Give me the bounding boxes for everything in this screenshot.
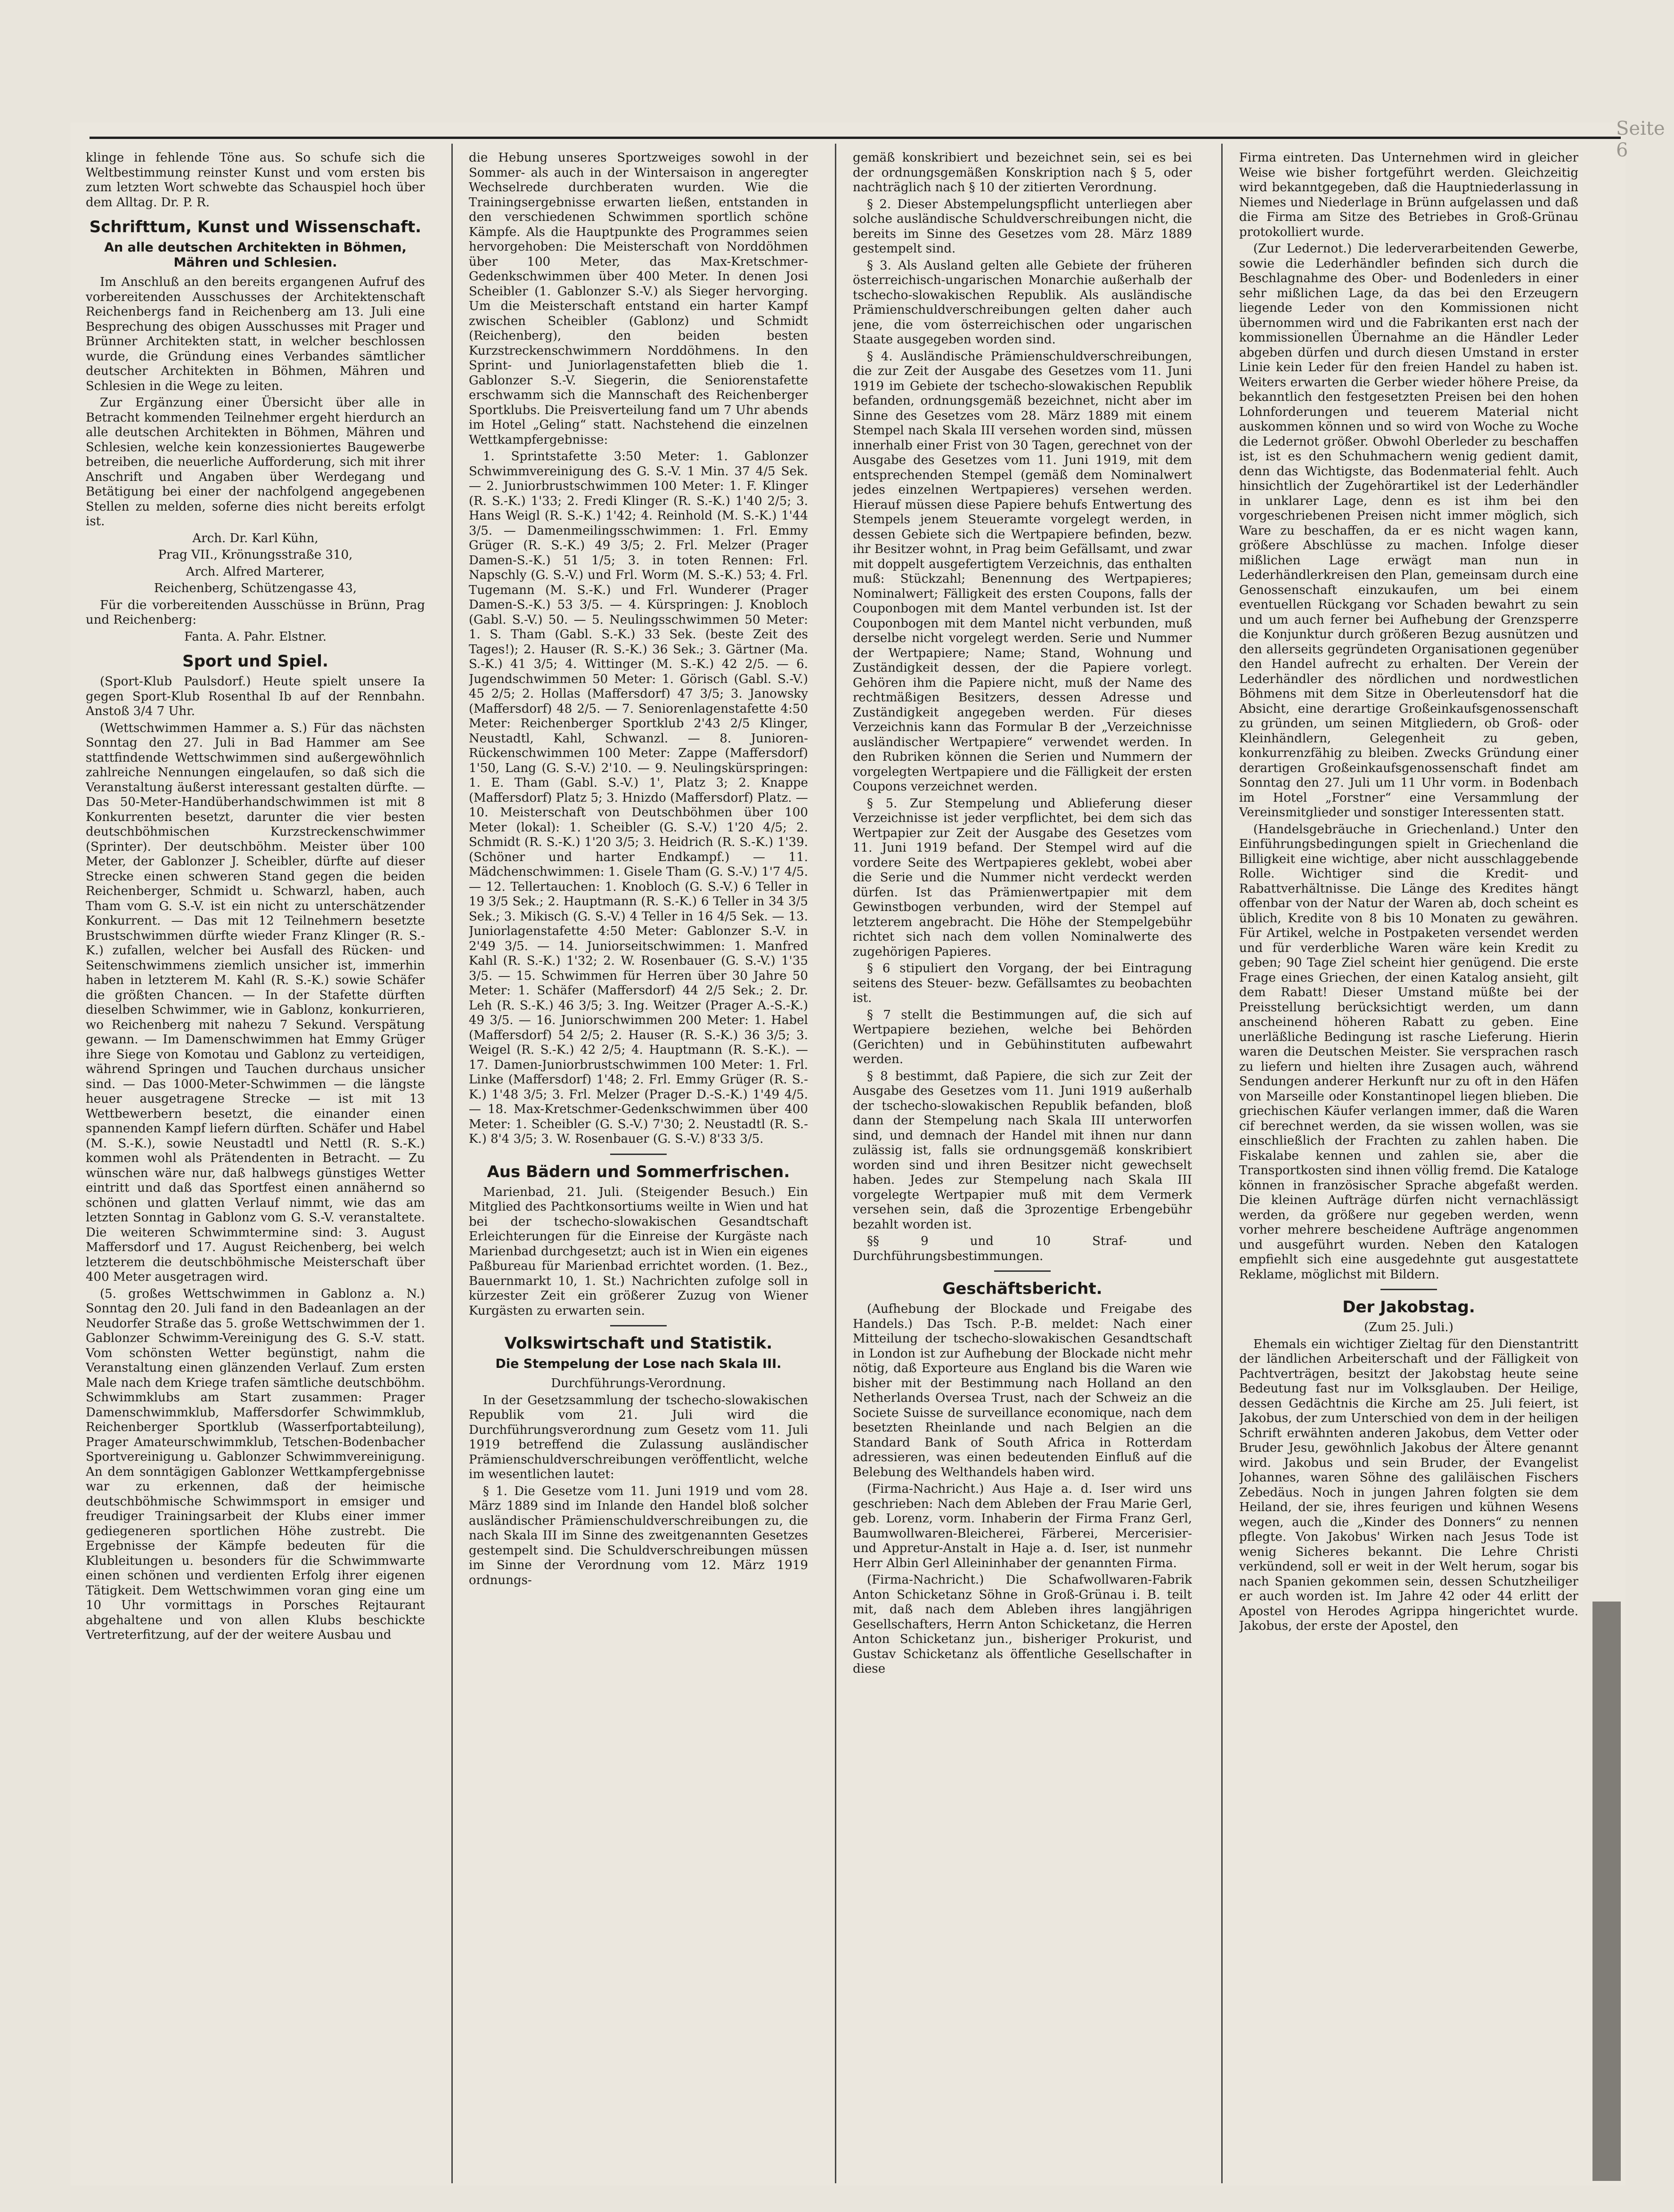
section-heading-jakobstag: Der Jakobstag. — [1342, 1298, 1475, 1317]
article-paragraph: § 7 stellt die Bestimmungen auf, die sich auf Wertpapiere beziehen, welche bei Behörden (Gerichten) und in Gebühinstituten aufbewahrt werden. — [853, 1008, 1192, 1066]
article-heading-architekten: An alle deutschen Architekten in Böhmen, Mähren und Schlesien. — [104, 240, 407, 270]
article-paragraph: § 2. Dieser Abstempelungspflicht unterliegen aber solche ausländische Schuldverschreibungen nicht, die bereits im Sinne des Gesetzes vom 28. März 1889 gestempelt sind. — [853, 197, 1192, 256]
separator — [610, 1325, 667, 1326]
article-paragraph: Im Anschluß an den bereits ergangenen Aufruf des vorbereitenden Ausschusses der Architektenschaft Reichenbergs fand in Reichenberg am 13. Juli eine Besprechung des obigen Ausschusses mit Prager und Brünner Architekten statt, in welcher beschlossen wurde, die Gründung eines Verbandes sämtlicher deutscher Architekten in Böhmen, Mähren und Schlesien in die Wege zu leiten. — [86, 275, 425, 393]
address-line: Arch. Alfred Marterer, — [186, 564, 325, 579]
article-paragraph: §§ 9 und 10 Straf- und Durchführungsbestimmungen. — [853, 1234, 1192, 1263]
separator — [994, 1270, 1051, 1272]
article-paragraph: In der Gesetzsammlung der tschecho-slowakischen Republik vom 21. Juli wird die Durchführungsverordnung zum Gesetz vom 11. Juli 1919 betreffend die Zulassung ausländischer Prämienschuldverschreibungen veröffentlicht, welche im wesentlichen lautet: — [469, 1393, 808, 1481]
address-line: Arch. Dr. Karl Kühn, — [192, 531, 318, 545]
article-paragraph: (Firma-Nachricht.) Die Schafwollwaren-Fabrik Anton Schicketanz Söhne in Groß-Grünau i. B. teilt mit, daß nach dem Ableben ihres langjährigen Gesellschafters, Herrn Anton Schicketanz, die Herren Anton Schicketanz jun., bisheriger Prokurist, und Gustav Schicketanz als öffentliche Gesellschafter in diese — [853, 1573, 1192, 1676]
scan-shadow — [1592, 1602, 1621, 2181]
column-1 — [86, 151, 425, 2176]
article-paragraph: Ehemals ein wichtiger Zieltag für den Dienstantritt der ländlichen Arbeiterschaft und der Fälligkeit von Pachtverträgen, besitzt der Jakobstag heute seine Bedeutung fast nur im Volksglauben. Der Heilige, dessen Gedächtnis die Kirche am 25. Juli feiert, ist Jakobus, der zum Unterschied von dem in der heiligen Schrift erwähnten anderen Jakobus, dem Vetter oder Bruder Jesu, gewöhnlich Jakobus der Ältere genannt wird. Jakobus und sein Bruder, der Evangelist Johannes, waren Söhne des galiläischen Fischers Zebedäus. Noch in jungen Jahren folgten sie dem Heiland, der sie, ihres feurigen und kühnen Wesens wegen, auch die „Kinder des Donners“ zu nennen pflegte. Von Jakobus' Wirken nach Jesus Tode ist wenig Sicheres bekannt. Die Lehre Christi verkündend, soll er weit in der Welt herum, sogar bis nach Spanien gekommen sein, dessen Schutzheiliger er auch worden ist. Im Jahre 42 oder 44 erlitt der Apostel von Herodes Agrippa hingerichtet wurde. Jakobus, der erste der Apostel, den — [1239, 1337, 1578, 1633]
article-paragraph: (Zur Ledernot.) Die lederverarbeitenden Gewerbe, sowie die Lederhändler befinden sich durch die Beschlagnahme des Ober- und Bodenleders in einer sehr mißlichen Lage, da das bei den Erzeugern liegende Leder von den Kommissionen nicht übernommen wird und die Fabrikanten erst nach der kommissionellen Übernahme an die Händler Leder abgeben dürfen und durch diesen Umstand in erster Linie kein Leder für den freien Handel zu haben ist. Weiters erwarten die Gerber wieder höhere Preise, da bekanntlich den festgesetzten Preisen bei den hohen Lohnforderungen und teuerem Material nicht auskommen können und so wird von Woche zu Woche die Ledernot größer. Obwohl Oberleder zu beschaffen ist, ist es den Schuhmachern wenig gedient damit, denn das Wichtigste, das Bodenmaterial fehlt. Auch hinsichtlich der Zugehörartikel ist der Lederhändler in unklarer Lage, denn es ist ihm bei den vorgeschriebenen Preisen nicht immer möglich, sich Ware zu beschaffen, da er es nicht wagen kann, größere Abschlüsse zu machen. Infolge dieser mißlichen Lage erwägt man nun in Lederhändlerkreisen den Plan, gemeinsam durch eine Genossenschaft einzukaufen, um bei einem eventuellen Rückgang vor Schaden bewahrt zu sein und um auch ferner bei Aufhebung der Grenzsperre die Konjunktur durch größeren Bezug ausnützen und den allerseits gegründeten Organisationen gegenüber den Handel aufrecht zu erhalten. Der Verein der Lederhändler des nördlichen und nordwestlichen Böhmens mit dem Sitze in Oberleutensdorf hat die Absicht, eine derartige Großeinkaufsgenossenschaft zu gründen, um seinen Mitgliedern, ob Groß- oder Kleinhändlern, Gelegenheit zu geben, konkurrenzfähig zu bleiben. Zwecks Gründung einer derartigen Großeinkaufsgenossenschaft findet am Sonntag den 27. Juli um 11 Uhr vorm. in Bodenbach im Hotel „Forstner“ eine Versammlung der Vereinsmitglieder und sonstiger Interessenten statt. — [1239, 242, 1578, 820]
section-heading-geschaeft: Geschäftsbericht. — [942, 1279, 1102, 1298]
section-heading-sport: Sport und Spiel. — [182, 652, 328, 671]
article-paragraph: § 4. Ausländische Prämienschuldverschreibungen, die zur Zeit der Ausgabe des Gesetzes vom 11. Juni 1919 im Gebiete der tschecho-slowakischen Republik befanden, ordnungsgemäß bezeichnet, nicht aber im Sinne des Gesetzes vom 28. März 1889 mit einem Stempel nach Skala III versehen worden sind, müssen innerhalb einer Frist von 30 Tagen, gerechnet von der Ausgabe des Gesetzes vom 11. Juni 1919, mit dem entsprechenden Stempel (gemäß dem Nominalwert jedes einzelnen Wertpapieres) versehen werden. Hierauf müssen diese Papiere behufs Entwertung des Stempels jenem Steueramte vorgelegt werden, in dessen Gebiete sich die Wertpapiere befinden, bezw. ihr Besitzer wohnt, in Prag beim Gefällsamt, und zwar mit doppelt ausgefertigtem Verzeichnis, das enthalten muß: Stückzahl; Benennung des Wertpapieres; Nominalwert; Fälligkeit des ersten Coupons, falls der Couponbogen mit dem Mantel verbunden ist. Ist der Couponbogen mit dem Mantel nicht verbunden, muß derselbe nicht vorgelegt werden. Serie und Nummer der Wertpapiere; Name; Stand, Wohnung und Zuständigkeit dessen, der die Papiere vorlegt. Gehören ihm die Papiere nicht, muß der Name des rechtmäßigen Besitzers, dessen Adresse und Zuständigkeit angegeben werden. Für dieses Verzeichnis kann das Formular B der „Verzeichnisse ausländischer Wertpapiere“ verwendet werden. In den Rubriken können die Serien und Nummern der vorgelegten Wertpapiere und die Fälligkeit der ersten Coupons verzeichnet werden. — [853, 349, 1192, 794]
article-paragraph: die Hebung unseres Sportzweiges sowohl in der Sommer- als auch in der Wintersaison in angeregter Wechselrede durchberaten wurden. Wie die Trainingsergebnisse erwarten ließen, entstanden in den verschiedenen Schwimmen sportlich schöne Kämpfe. Als die Hauptpunkte des Programmes seien hervorgehoben: Die Meisterschaft von Norddöhmen über 100 Meter, das Max-Kretschmer-Gedenkschwimmen über 400 Meter. In denen Josi Scheibler (1. Gablonzer S.-V.) als Sieger hervorging. Um die Meisterschaft entstand ein harter Kampf zwischen Scheibler (Gablonz) und Schmidt (Reichenberg), den beiden besten Kurzstreckenschwimmern Norddöhmens. In den Sprint- und Juniorlagenstafetten blieb die 1. Gablonzer S.-V. Siegerin, die Seniorenstafette erschwamm sich die Mannschaft des Reichenberger Sportklubs. Die Preisverteilung fand um 7 Uhr abends im Hotel „Geling“ statt. Nachstehend die einzelnen Wettkampfergebnisse: — [469, 151, 808, 447]
article-paragraph: § 6 stipuliert den Vorgang, der bei Eintragung seitens des Steuer- bezw. Gefällsamtes zu beobachten ist. — [853, 961, 1192, 1005]
article-paragraph: § 1. Die Gesetze vom 11. Juni 1919 und vom 28. März 1889 sind im Inlande den Handel bloß solcher ausländischer Prämienschuldverschreibungen zu, die nach Skala III im Sinne des zweitgenannten Gesetzes gestempelt sind. Die Schuldverschreibungen müssen im Sinne der Verordnung vom 12. März 1919 ordnungs- — [469, 1484, 808, 1587]
page-folio: Seite 6 — [1616, 118, 1665, 161]
article-subheading: (Zum 25. Juli.) — [1364, 1320, 1454, 1334]
article-heading-stempelung: Die Stempelung der Lose nach Skala III. — [495, 1357, 782, 1371]
column-divider — [835, 144, 836, 2183]
article-paragraph: (Handelsgebräuche in Griechenland.) Unter den Einführungsbedingungen spielt in Griechenland die Billigkeit eine wichtige, aber nicht ausschlaggebende Rolle. Wichtiger sind die Kredit- und Rabattverhältnisse. Die Länge des Kredites hängt offenbar von der Natur der Waren ab, doch scheint es üblich, Kredite von 8 bis 10 Monaten zu gewähren. Für Artikel, welche in Postpaketen versendet werden und für verderbliche Waren wäre kein Kredit zu geben; 90 Tage Ziel scheint hier genügend. Die erste Frage eines Griechen, der einen Katalog ansieht, gilt dem Rabatt! Dieser Umstand müßte bei der Preisstellung berücksichtigt werden, um dann anscheinend höheren Rabatt zu geben. Eine unerläßliche Bedingung ist rasche Lieferung. Hierin waren die Deutschen Meister. Sie versprachen rasch zu liefern und hielten ihre Zusagen auch, während Sendungen anderer Herkunft nur zu oft in den Häfen von Marseille oder Konstantinopel liegen blieben. Die griechischen Käufer verlangen immer, daß die Waren cif berechnet werden, da sie wissen wollen, was sie einschließlich der Frachten zu zahlen haben. Die Fiskalabe kennen und zahlen sie, aber die Transportkosten sind ihnen völlig fremd. Die Kataloge können in französischer Sprache abgefaßt werden. Die kleinen Aufträge dürfen nicht vernachlässigt werden, da größere nur gegeben werden, wenn vorher mehrere bescheidene Aufträge angenommen und ausgeführt wurden. Neben den Katalogen empfiehlt sich eine ausgedehnte gut ausgestattete Reklame, möglichst mit Bildern. — [1239, 822, 1578, 1282]
article-paragraph: § 3. Als Ausland gelten alle Gebiete der früheren österreichisch-ungarischen Monarchie außerhalb der tschecho-slowakischen Republik. Als ausländische Prämienschuldverschreibungen gelten daher auch jene, die vom österreichischen oder ungarischen Staate ausgegeben worden sind. — [853, 258, 1192, 347]
signature-line: Fanta. A. Pahr. Elstner. — [184, 629, 327, 644]
article-paragraph: Marienbad, 21. Juli. (Steigender Besuch.) Ein Mitglied des Pachtkonsortiums weilte in Wien und hat bei der tschecho-slowakischen Gesandtschaft Erleichterungen für die Einreise der Kurgäste nach Marienbad durchgesetzt; auch ist in Wien ein eigenes Paßbureau für Marienbad errichtet worden. (1. Bez., Bauernmarkt 10, 1. St.) Nachrichten zufolge soll in kürzester Zeit ein größerer Zuzug von Wiener Kurgästen zu erwarten sein. — [469, 1185, 808, 1318]
article-paragraph: (Wettschwimmen Hammer a. S.) Für das nächsten Sonntag den 27. Juli in Bad Hammer am See stattfindende Wettschwimmen sind außergewöhnlich zahlreiche Nennungen eingelaufen, so daß sich die Veranstaltung äußerst interessant gestalten dürfte. — Das 50-Meter-Handüberhandschwimmen ist mit 8 Konkurrenten besetzt, darunter die vier besten deutschböhmischen Kurzstreckenschwimmer (Sprinter). Der deutschböhm. Meister über 100 Meter, der Gablonzer J. Scheibler, dürfte auf dieser Strecke einen schweren Stand gegen die beiden Reichenberger, Schmidt u. Schwarzl, haben, auch Tham vom G. S.-V. ist ein nicht zu unterschätzender Konkurrent. — Das mit 12 Teilnehmern besetzte Brustschwimmen dürfte wieder Franz Klinger (R. S.-K.) zufallen, welcher bei Ausfall des Rücken- und Seitenschwimmens ziemlich unsicher ist, immerhin haben in letzterem M. Kahl (R. S.-K.) sowie Schäfer die größten Chancen. — In der Stafette dürften dieselben Schwimmer, wie in Gablonz, konkurrieren, wo Reichenberg mit nahezu 7 Sekund. Verspätung gewann. — Im Damenschwimmen hat Emmy Grüger ihre Siege von Komotau und Gablonz zu verteidigen, während Springen und Tauchen durchaus unsicher sind. — Das 1000-Meter-Schwimmen — die längste heuer ausgetragene Strecke — ist mit 13 Wettbewerbern besetzt, die einander einen spannenden Kampf liefern dürften. Schäfer und Habel (M. S.-K.), sowie Neustadtl und Nettl (R. S.-K.) kommen wohl als Prätendenten in Betracht. — Zu wünschen wäre nur, daß halbwegs günstiges Wetter eintritt und daß das Sportfest einen annähernd so schönen und glatten Verlauf nimmt, wie das am letzten Sonntag in Gablonz vom G. S.-V. veranstaltete. Die weiteren Schwimmtermine sind: 3. August Maffersdorf und 17. August Reichenberg, bei welch letzterem die deutschböhmische Meisterschaft über 400 Meter ausgetragen wird. — [86, 721, 425, 1284]
address-line: Prag VII., Krönungsstraße 310, — [158, 548, 353, 562]
review-ending: klinge in fehlende Töne aus. So schufe sich die Weltbestimmung reinster Kunst und vom ersten bis zum letzten Wort schwebte das Schauspiel hoch über dem Alltag. Dr. P. R. — [86, 151, 425, 210]
column-4 — [1239, 151, 1578, 2176]
results-list: 1. Sprintstafette 3:50 Meter: 1. Gablonzer Schwimmvereinigung des G. S.-V. 1 Min. 37 4/5 Sek. — 2. Juniorbrustschwimmen 100 Meter: 1. F. Klinger (R. S.-K.) 1'33; 2. Fredi Klinger (R. S.-K.) 1'40 2/5; 3. Hans Weigl (R. S.-K.) 1'42; 4. Reinhold (M. S.-K.) 1'44 3/5. — Damenmeilingsschwimmen: 1. Frl. Emmy Grüger (R. S.-K.) 49 3/5; 2. Frl. Melzer (Prager Damen-S.-K.) 51 1/5; 3. in toten Rennen: Frl. Napschly (G. S.-V.) und Frl. Worm (M. S.-K.) 53; 4. Frl. Tugemann (M. S.-K.) und Frl. Wunderer (Prager Damen-S.-K.) 53 3/5. — 4. Kürspringen: J. Knobloch (Gabl. S.-V.) 50. — 5. Neulingsschwimmen 50 Meter: 1. S. Tham (Gabl. S.-K.) 33 Sek. (beste Zeit des Tages!); 2. Hauser (R. S.-K.) 36 Sek.; 3. Gärtner (Ma. S.-K.) 41 3/5; 4. Wittinger (M. S.-K.) 42 2/5. — 6. Jugendschwimmen 50 Meter: 1. Görisch (Gabl. S.-V.) 45 2/5; 2. Hollas (Maffersdorf) 47 3/5; 3. Janowsky (Maffersdorf) 48 2/5. — 7. Seniorenlagenstafette 4:50 Meter: Reichenberger Sportklub 2'43 2/5 Klinger, Neustadtl, Kahl, Schwanzl. — 8. Junioren-Rückenschwimmen 100 Meter: Zappe (Maffersdorf) 1'50, Lang (G. S.-V.) 2'10. — 9. Neulingskürspringen: 1. E. Tham (Gabl. S.-V.) 1', Platz 3; 2. Knappe (Maffersdorf) Platz 5; 3. Hnizdo (Maffersdorf) Platz. — 10. Meisterschaft von Deutschböhmen über 100 Meter (lokal): 1. Scheibler (G. S.-V.) 1'20 4/5; 2. Schmidt (R. S.-K.) 1'20 3/5; 3. Heidrich (R. S.-K.) 1'39. (Schöner und harter Endkampf.) — 11. Mädchenschwimmen: 1. Gisele Tham (G. S.-V.) 1'7 4/5. — 12. Tellertauchen: 1. Knobloch (G. S.-V.) 6 Teller in 19 3/5 Sek.; 2. Hauptmann (R. S.-K.) 6 Teller in 34 3/5 Sek.; 3. Mikisch (G. S.-V.) 4 Teller in 16 4/5 Sek. — 13. Juniorlagenstafette 4:50 Meter: Gablonzer S.-V. in 2'49 3/5. — 14. Juniorseitschwimmen: 1. Manfred Kahl (R. S.-K.) 1'32; 2. W. Rosenbauer (G. S.-V.) 1'35 3/5. — 15. Schwimmen für Herren über 30 Jahre 50 Meter: 1. Schäfer (Maffersdorf) 44 2/5 Sek.; 2. Dr. Leh (R. S.-K.) 46 3/5; 3. Ing. Weitzer (Prager A.-S.-K.) 49 3/5. — 16. Juniorschwimmen 200 Meter: 1. Habel (Maffersdorf) 54 2/5; 2. Hauser (R. S.-K.) 36 3/5; 3. Weigel (R. S.-K.) 42 2/5; 4. Hauptmann (R. S.-K.). — 17. Damen-Juniorbrustschwimmen 100 Meter: 1. Frl. Linke (Maffersdorf) 1'48; 2. Frl. Emmy Grüger (R. S.-K.) 1'48 3/5; 3. Frl. Melzer (Prager D.-S.-K.) 1'49 4/5. — 18. Max-Kretschmer-Gedenkschwimmen über 400 Meter: 1. Scheibler (G. S.-V.) 7'30; 2. Neustadtl (R. S.-K.) 8'4 3/5; 3. W. Rosenbauer (G. S.-V.) 8'33 3/5. — [469, 449, 808, 1146]
article-subheading: Durchführungs-Verordnung. — [551, 1376, 726, 1391]
column-divider — [1221, 144, 1223, 2183]
article-paragraph: (Firma-Nachricht.) Aus Haje a. d. Iser wird uns geschrieben: Nach dem Ableben der Frau Marie Gerl, geb. Lorenz, vorm. Inhaberin der Firma Franz Gerl, Baumwollwaren-Bleicherei, Färberei, Mercerisier- und Appretur-Anstalt in Haje a. d. Iser, ist nunmehr Herr Albin Gerl Alleininhaber der genannten Firma. — [853, 1482, 1192, 1570]
address-line: Reichenberg, Schützengasse 43, — [154, 581, 357, 595]
section-heading-baeder: Aus Bädern und Sommerfrischen. — [487, 1162, 790, 1181]
article-paragraph: Firma eintreten. Das Unternehmen wird in gleicher Weise wie bisher fortgeführt werden. Gleichzeitig wird bekanntgegeben, daß die Hauptniederlassung in Niemes und Niederlage in Brünn aufgelassen und daß die Firma am Sitze des Betriebes in Groß-Grünau protokolliert wurde. — [1239, 151, 1578, 239]
article-paragraph: (Aufhebung der Blockade und Freigabe des Handels.) Das Tsch. P.-B. meldet: Nach einer Mitteilung der tschecho-slowakischen Gesandtschaft in London ist zur Aufhebung der Blockade nicht mehr nötig, daß Exporteure aus England bis die Waren wie bisher mit der Bestimmung nach Holland an den Netherlands Oversea Trust, nach der Schweiz an die Societe Suisse de surveillance economique, nach dem besetzten Rheinlande und nach Belgien an die Standard Bank of South Africa in Rotterdam adressieren, was einen bedeutenden Einfluß auf die Belebung des Welthandels haben wird. — [853, 1302, 1192, 1480]
article-paragraph: (5. großes Wettschwimmen in Gablonz a. N.) Sonntag den 20. Juli fand in den Badeanlagen an der Neudorfer Straße das 5. große Wettschwimmen der 1. Gablonzer Schwimm-Vereinigung des G. S.-V. statt. Vom schönsten Wetter begünstigt, nahm die Veranstaltung einen glänzenden Verlauf. Zum ersten Male nach dem Kriege trafen sämtliche deutschböhm. Schwimmklubs am Start zusammen: Prager Damenschwimmklub, Maffersdorfer Schwimmklub, Reichenberger Sportklub (Wasserfportabteilung), Prager Amateurschwimmklub, Tetschen-Bodenbacher Sportvereinigung u. Gablonzer Schwimmvereinigung. An dem sonntägigen Gablonzer Wettkampfergebnisse war zu erkennen, daß der heimische deutschböhmische Schwimmsport in emsiger und freudiger Trainingsarbeit der Klubs einer immer gediegeneren sportlichen Höhe zustrebt. Die Ergebnisse der Kämpfe bedeuten für die Klubleitungen u. besonders für die Schwimmwarte einen schönen und verdienten Erfolg ihrer eigenen Tätigkeit. Dem Wettschwimmen voran ging eine um 10 Uhr vormittags in Porsches Rejtaurant abgehaltene und von allen Klubs beschickte Vertreterfitzung, auf der der weitere Ausbau und — [86, 1286, 425, 1642]
separator — [1380, 1289, 1437, 1290]
article-paragraph: § 5. Zur Stempelung und Ablieferung dieser Verzeichnisse ist jeder verpflichtet, bei dem sich das Wertpapier zur Zeit der Ausgabe des Gesetzes vom 11. Juni 1919 befand. Der Stempel wird auf die vordere Seite des Wertpapieres geklebt, wobei aber die Serie und die Nummer nicht verdeckt werden dürfen. Ist das Prämienwertpapier mit dem Gewinstbogen verbunden, wird der Stempel auf letzterem angebracht. Die Höhe der Stempelgebühr richtet sich nach dem vollen Nominalwerte des zugehörigen Papieres. — [853, 796, 1192, 959]
column-divider — [451, 144, 453, 2183]
section-heading-schrifttum: Schrifttum, Kunst und Wissenschaft. — [89, 218, 422, 236]
article-paragraph: (Sport-Klub Paulsdorf.) Heute spielt unsere Ia gegen Sport-Klub Rosenthal Ib auf der Rennbahn. Anstoß 3/4 7 Uhr. — [86, 675, 425, 718]
column-2 — [469, 151, 808, 2176]
section-heading-volkswirtschaft: Volkswirtschaft und Statistik. — [504, 1334, 773, 1353]
column-3 — [853, 151, 1192, 2176]
article-paragraph: Zur Ergänzung einer Übersicht über alle in Betracht kommenden Teilnehmer ergeht hierdurch an alle deutschen Architekten in Böhmen, Mähren und Schlesien, welche kein konzessioniertes Baugewerbe betreiben, die neuerliche Aufforderung, sich mit ihrer Anschrift und Angaben über Werdegang und Betätigung bei einer der nachfolgend angegebenen Stellen zu melden, soferne dies nicht bereits erfolgt ist. — [86, 396, 425, 529]
article-paragraph: § 8 bestimmt, daß Papiere, die sich zur Zeit der Ausgabe des Gesetzes vom 11. Juni 1919 außerhalb der tschecho-slowakischen Republik befanden, bloß dann der Stempelung nach Skala III unterworfen sind, und demnach der Handel mit ihnen nur dann zulässig ist, falls sie ordnungsgemäß konskribiert worden sind und ihren Besitzer nicht gewechselt haben. Jedes zur Stempelung nach Skala III vorgelegte Wertpapier muß mit dem Vermerk versehen sein, daß die 3prozentige Erbengebühr bezahlt worden ist. — [853, 1069, 1192, 1232]
header-rule — [90, 137, 1621, 139]
address-line: Für die vorbereitenden Ausschüsse in Brünn, Prag und Reichenberg: — [86, 598, 425, 627]
separator — [610, 1154, 667, 1155]
article-paragraph: gemäß konskribiert und bezeichnet sein, sei es bei der ordnungsgemäßen Konskription nach § 5, oder nachträglich nach § 10 der zitierten Verordnung. — [853, 151, 1192, 195]
